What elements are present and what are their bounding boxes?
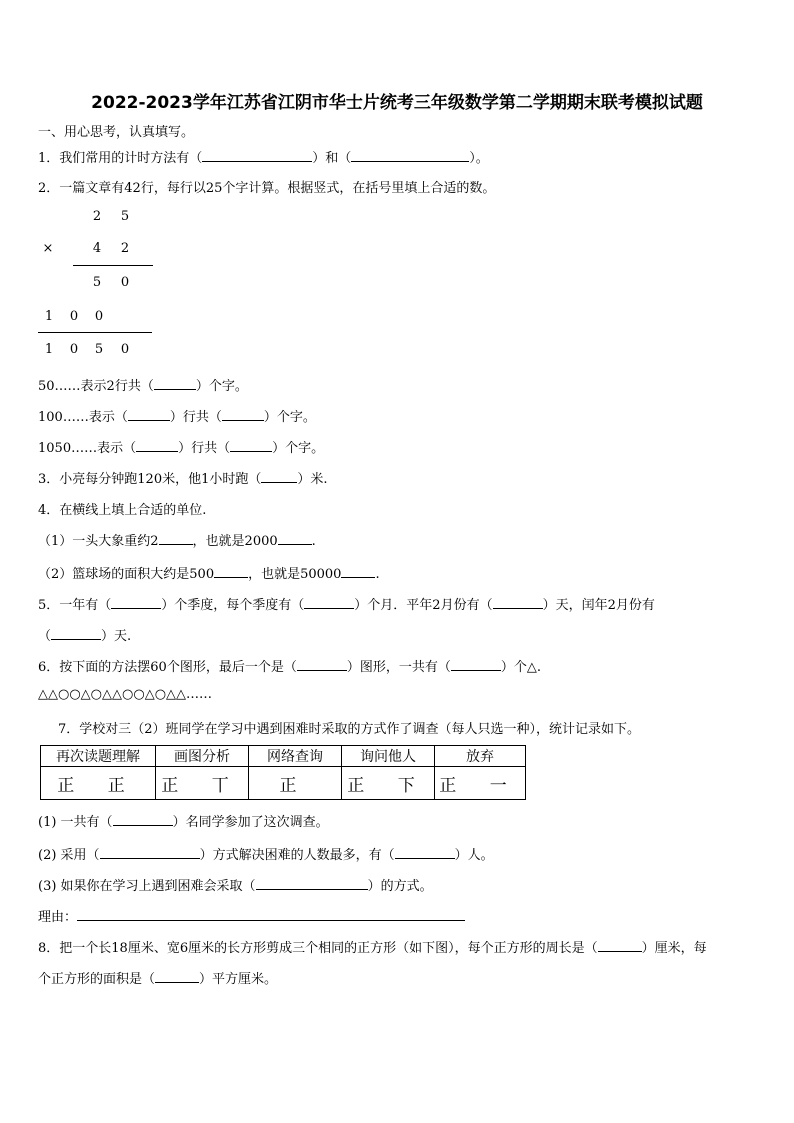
tally-cell: 正 正 [41, 767, 156, 800]
calc-digit: 2 [92, 209, 102, 224]
question-7: 7．学校对三（2）班同学在学习中遇到困难时采取的方式作了调查（每人只选一种），统计记录如下。 [58, 722, 641, 737]
calc-digit: 1 [44, 342, 54, 357]
tally-cell: 正 [249, 767, 342, 800]
question-3: 3．小亮每分钟跑120米，他1小时跑（ ）米. [38, 472, 328, 487]
answer-blank[interactable] [136, 439, 178, 452]
answer-blank[interactable] [51, 627, 101, 640]
answer-blank[interactable] [77, 908, 465, 921]
answer-blank[interactable] [395, 846, 455, 859]
calc-rule [38, 332, 152, 333]
vertical-multiplication [38, 205, 168, 365]
question-5: 5．一年有（ ）个季度，每个季度有（ ）个月．平年2月份有（ ）天，闰年2月份有 [38, 598, 655, 613]
answer-blank[interactable] [111, 596, 161, 609]
answer-blank[interactable] [598, 939, 642, 952]
shape-pattern: △△○○△○△△○○△○△△…… [38, 687, 213, 702]
question-8-cont: 个正方形的面积是（ ）平方厘米。 [38, 972, 278, 987]
answer-blank[interactable] [261, 470, 297, 483]
answer-blank[interactable] [493, 596, 543, 609]
question-4: 4．在横线上填上合适的单位. [38, 503, 207, 518]
calc-digit: 2 [120, 241, 130, 256]
calc-digit: 0 [69, 309, 79, 324]
question-4a: （1）一头大象重约2 ，也就是2000 . [38, 534, 316, 549]
calc-digit: 0 [120, 342, 130, 357]
answer-blank[interactable] [451, 658, 501, 671]
table-header: 询问他人 [342, 746, 435, 767]
answer-blank[interactable] [155, 970, 199, 983]
question-5-cont: （ ）天. [38, 629, 132, 644]
tally-table [40, 745, 526, 800]
calc-digit: 1 [44, 309, 54, 324]
calc-digit: 0 [120, 275, 130, 290]
calc-digit: 5 [92, 275, 102, 290]
answer-blank[interactable] [351, 149, 469, 162]
question-4b: （2）篮球场的面积大约是500 ，也就是50000 . [38, 567, 380, 582]
question-7-3: (3) 如果你在学习上遇到困难会采取（ ）的方式。 [38, 879, 433, 894]
calc-digit: 5 [120, 209, 130, 224]
question-7-2: (2) 采用（ ）方式解决困难的人数最多，有（ ）人。 [38, 848, 494, 863]
table-header: 网络查询 [249, 746, 342, 767]
question-2a: 50……表示2行共（ ）个字。 [38, 379, 248, 394]
tally-cell: 正 一 [435, 767, 526, 800]
answer-blank[interactable] [100, 846, 200, 859]
question-1: 1．我们常用的计时方法有（ ）和（ ）。 [38, 151, 489, 166]
question-6: 6．按下面的方法摆60个图形，最后一个是（ ）图形，一共有（ ）个△. [38, 660, 541, 675]
question-7-1: (1) 一共有（ ）名同学参加了这次调查。 [38, 815, 329, 830]
answer-blank[interactable] [222, 408, 264, 421]
answer-blank[interactable] [214, 565, 248, 578]
section-heading: 一、用心思考，认真填写。 [38, 125, 195, 140]
answer-blank[interactable] [159, 532, 193, 545]
answer-blank[interactable] [154, 377, 196, 390]
calc-rule [73, 265, 153, 266]
tally-cell: 正 丅 [156, 767, 249, 800]
answer-blank[interactable] [256, 877, 368, 890]
table-header: 放弃 [435, 746, 526, 767]
calc-digit: 5 [94, 342, 104, 357]
question-2: 2．一篇文章有42行，每行以25个字计算。根据竖式，在括号里填上合适的数。 [38, 181, 496, 196]
calc-digit: 0 [69, 342, 79, 357]
answer-blank[interactable] [113, 813, 173, 826]
answer-blank[interactable] [297, 658, 347, 671]
calc-digit: 0 [94, 309, 104, 324]
reason-line: 理由： [38, 906, 465, 925]
answer-blank[interactable] [278, 532, 312, 545]
answer-blank[interactable] [341, 565, 375, 578]
calc-digit: 4 [92, 241, 102, 256]
answer-blank[interactable] [230, 439, 272, 452]
answer-blank[interactable] [304, 596, 354, 609]
answer-blank[interactable] [128, 408, 170, 421]
table-header: 画图分析 [156, 746, 249, 767]
question-8: 8．把一个长18厘米、宽6厘米的长方形剪成三个相同的正方形（如下图），每个正方形的周长是（ ）厘米，每 [38, 941, 707, 956]
times-sign: × [42, 241, 54, 256]
page-title: 2022-2023学年江苏省江阴市华士片统考三年级数学第二学期期末联考模拟试题 [91, 93, 703, 113]
table-header: 再次读题理解 [41, 746, 156, 767]
question-2c: 1050……表示（ ）行共（ ）个字。 [38, 441, 325, 456]
tally-cell: 正 下 [342, 767, 435, 800]
question-2b: 100……表示（ ）行共（ ）个字。 [38, 410, 316, 425]
answer-blank[interactable] [202, 149, 312, 162]
